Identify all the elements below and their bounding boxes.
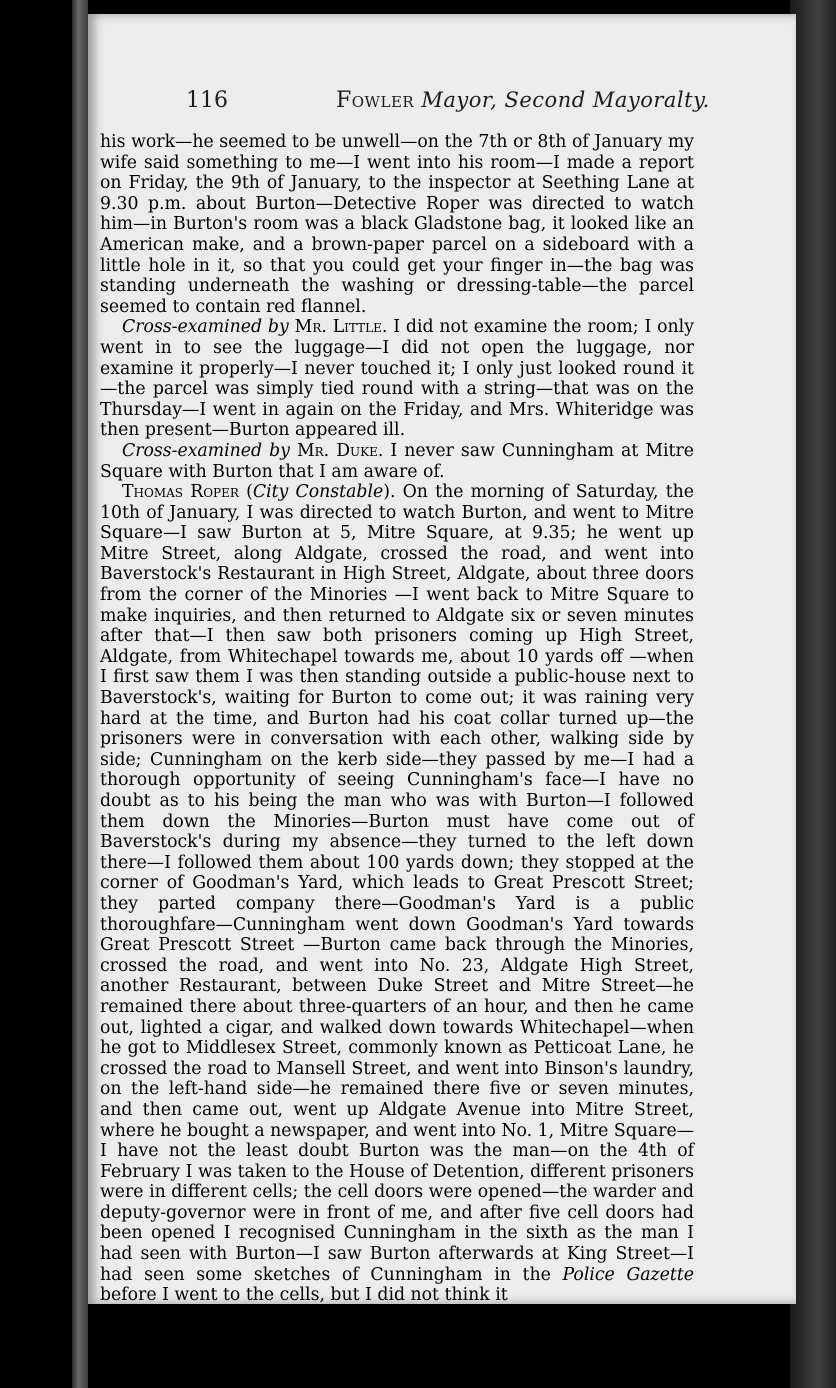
paragraph-text: his work—he seemed to be unwell—on the 7th or 8th of January my wife said something to me—I went into his room—I made a report on Friday, the 9th of January, to the inspector at Seething Lane at 9.30 p.m. about Burton—Detective Roper was directed to watch him—in Burton's room was a black Gladstone bag, it looked like an American make, and a brown-paper parcel on a sideboard with a little hole in it, so that you could get your finger in—the bag was standing underneath the washing or dressing-table—the parcel seemed to contain red flannel. bbox=[100, 132, 694, 317]
cross-examined-lead: Cross-examined by bbox=[122, 317, 289, 338]
paragraph-continued-testimony bbox=[100, 132, 694, 317]
paragraph-text-tail: before I went to the cells, but I did not think it bbox=[100, 1285, 508, 1306]
paragraph-text: I did not examine the room; I only went in to see the luggage—I did not open the luggage, nor examine it properly—I never touched it; I only just looked round it—the parcel was simply tied round with a string—that was on the Thursday—I went in again on the Friday, and Mrs. Whiteridge was then present—Burton appeared ill. bbox=[100, 317, 694, 441]
examiner-name: Mr. Little. bbox=[294, 317, 388, 338]
witness-name: Thomas Roper bbox=[122, 482, 239, 503]
paragraph-text: . On the morning of Saturday, the 10th of January, I was directed to watch Burton, and went to Mitre Square—I saw Burton at 5, Mitre Square, at 9.35; he went up Mitre Street, along Aldgate, crossed the road, and went into Baverstock's Restaurant in High Street, Aldgate, about three doors from the corner of the Minories —I went back to Mitre Square to make inquiries, and then returned to Aldgate six or seven minutes after that—I then saw both prisoners coming up High Street, Aldgate, from Whitechapel towards me, about 10 yards off —when I first saw them I was then standing outside a public-house next to Baverstock's, waiting for Burton to come out; it was raining very hard at the time, and Burton had his coat collar turned up—the prisoners were in conversation with each other, walking side by side; Cunningham on the kerb side—they passed by me—I had a thorough opportunity of seeing Cunningham's face—I have no doubt as to his being the man who was with Burton—I followed them down the Minories—Burton must have come out of Baverstock's during my absence—they turned to the left down there—I followed them about 100 yards down; they stopped at the corner of Goodman's Yard, which leads to Great Prescott Street; they parted company there—Goodman's Yard is a public thoroughfare—Cunningham went down Goodman's Yard towards Great Prescott Street —Burton came back through the Minories, crossed the road, and went into No. 23, Aldgate High Street, another Restaurant, between Duke Street and Mitre Street—he remained there about three-quarters of an hour, and then he came out, lighted a cigar, and walked down towards Whitechapel—when he got to Middlesex Street, commonly known as Petticoat Lane, he crossed the road to Mansell Street, and went into Binson's laundry, on the left-hand side—he remained there five or seven minutes, and then came out, went up Aldgate Avenue into Mitre Street, where he bought a newspaper, and went into No. 1, Mitre Square—I have not the least doubt Burton was the man—on the 4th of February I was taken to the House of Detention, different prisoners were in different cells; the cell doors were opened—the warder and deputy-governor were in front of me, and after five cell doors had been opened I recognised Cunningham in the sixth as the man I had seen with Burton—I saw Burton afterwards at King Street—I had seen some sketches of Cunningham in the bbox=[100, 482, 694, 1285]
paragraph-cross-examination-duke bbox=[100, 441, 694, 482]
cross-examined-lead: Cross-examined by bbox=[122, 440, 290, 461]
publication-title: Police Gazette bbox=[562, 1264, 694, 1285]
book-binding-left bbox=[72, 0, 88, 1388]
witness-role: City Constable bbox=[252, 482, 384, 503]
paragraph-text: I never saw Cunningham at Mitre Square with Burton that I am aware of. bbox=[100, 440, 694, 482]
page-number: 116 bbox=[186, 88, 228, 113]
running-head-author: Fowler bbox=[336, 88, 415, 113]
running-head-title: Mayor, Second Mayoralty. bbox=[421, 88, 710, 112]
page-header bbox=[186, 86, 786, 116]
examiner-name: Mr. Duke. bbox=[296, 440, 384, 461]
body-text bbox=[100, 132, 694, 1306]
running-head bbox=[336, 88, 710, 113]
paragraph-testimony-roper: Thomas Roper (City Constable). On the morning of Saturday, the 10th of January, I was directed to watch Burton, and went to Mitre Square—I saw Burton at 5, Mitre Square, at 9.35; he went up Mitre Street, along Aldgate, crossed the road, and went into Baverstock's Restaurant in High Street, Aldgate, about three doors from the corner of the Minories —I went back to Mitre Square to make inquiries, and then returned to Aldgate six or seven minutes after that—I then saw both prisoners coming up High Street, Aldgate, from Whitechapel towards me, about 10 yards off —when I first saw them I was then standing outside a public-house next to Baverstock's, waiting for Burton to come out; it was raining very hard at the time, and Burton had his coat collar turned up—the prisoners were in conversation with each other, walking side by side; Cunningham on the kerb side—they passed by me—I had a thorough opportunity of seeing Cunningham's face—I have no doubt as to his being the man who was with Burton—I followed them down the Minories—Burton must have come out of Baverstock's during my absence—they turned to the left down there—I followed them about 100 yards down; they stopped at the corner of Goodman's Yard, which leads to Great Prescott Street; they parted company there—Goodman's Yard is a public thoroughfare—Cunningham went down Goodman's Yard towards Great Prescott Street —Burton came back through the Minories, crossed the road, and went into No. 23, Aldgate High Street, another Restaurant, between Duke Street and Mitre Street—he remained there about three-quarters of an hour, and then he came out, lighted a cigar, and walked down towards Whitechapel—when he got to Middlesex Street, commonly known as Petticoat Lane, he crossed the road to Mansell Street, and went into Binson's laundry, on the left-hand side—he remained there five or seven minutes, and then came out, went up Aldgate Avenue into Mitre Street, where he bought a newspaper, and went into No. 1, Mitre Square—I have not the least doubt Burton was the man—on the 4th of February I was taken to the House of Detention, different prisoners were in different cells; the cell doors were opened—the warder and deputy-governor were in front of me, and after five cell doors had been opened I recognised Cunningham in the sixth as the man I had seen with Burton—I saw Burton afterwards at King Street—I had seen some sketches of Cunningham in the Police Gazette before I went to the cells, but I did not think it bbox=[100, 482, 694, 1306]
paragraph-cross-examination-little bbox=[100, 317, 694, 441]
book-binding-right bbox=[790, 0, 836, 1388]
